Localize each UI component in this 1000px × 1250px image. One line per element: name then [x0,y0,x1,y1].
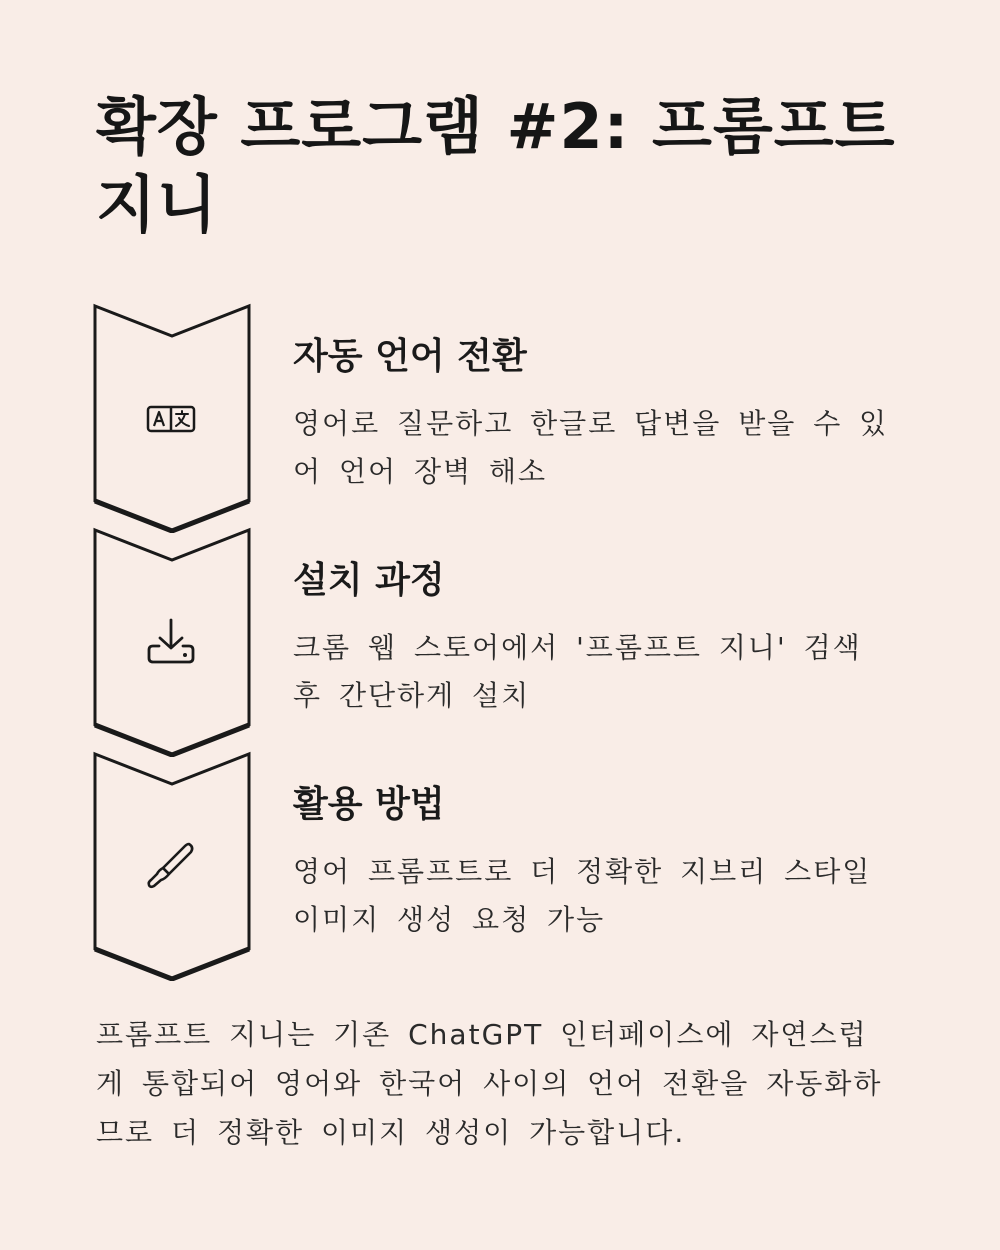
step-language-switch [0,303,1000,533]
step-installation [0,527,1000,757]
brush-icon [145,839,197,891]
step-description: 영어로 질문하고 한글로 답변을 받을 수 있어 언어 장벽 해소 [293,407,889,488]
step-title: 자동 언어 전환 [293,336,527,377]
step-description: 크롬 웹 스토어에서 '프롬프트 지니' 검색 후 간단하게 설치 [293,631,862,712]
translate-icon [145,393,197,445]
step-description: 영어 프롬프트로 더 정확한 지브리 스타일 이미지 생성 요청 가능 [293,855,872,936]
step-usage [0,751,1000,981]
page-title: 확장 프로그램 #2: 프롬프트 지니 [96,90,896,241]
step-title: 설치 과정 [293,560,445,601]
step-title: 활용 방법 [293,784,445,825]
download-icon [145,615,197,667]
summary-paragraph: 프롬프트 지니는 기존 ChatGPT 인터페이스에 자연스럽게 통합되어 영어와 한국어 사이의 언어 전환을 자동화하므로 더 정확한 이미지 생성이 가능합니다. [96,1018,883,1149]
